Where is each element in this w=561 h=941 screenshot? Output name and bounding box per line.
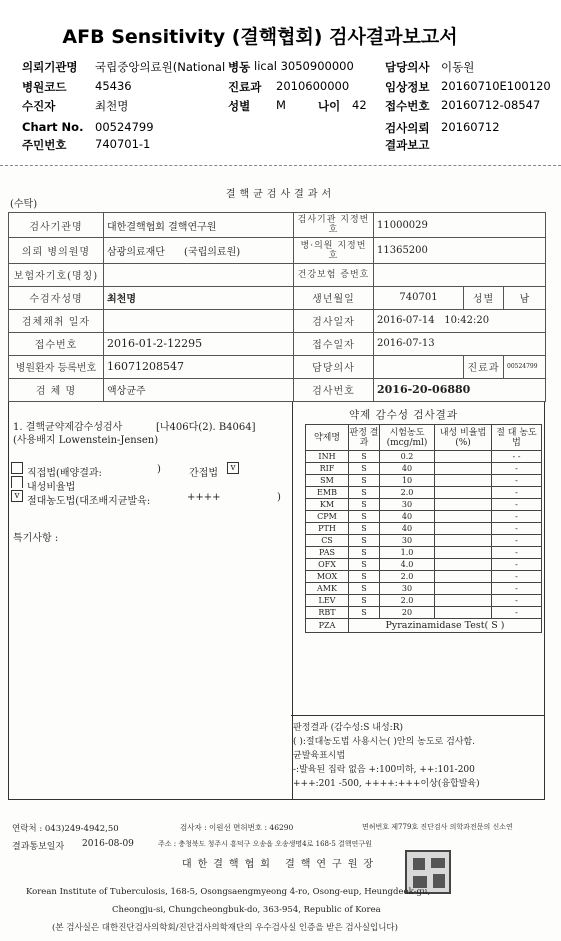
drug-concentration: 40 [380,523,435,535]
drug-row [306,511,542,523]
value-age: 42 [352,98,367,112]
insured-card-label: 건강보험 증번호 [294,263,374,286]
drug-resist-ratio [435,583,492,595]
req-code-label: 병·의원 지정번호 [294,238,374,263]
patient-name-label: 수검자성명 [9,286,104,309]
drug-concentration: 4.0 [380,559,435,571]
lab-label: 검사기관명 [9,213,104,238]
indirect-method-checkbox[interactable]: v [227,462,239,474]
sex-label: 성별 [464,286,504,309]
accession-label: 접수번호 [9,332,104,355]
drug-absolute: - [492,511,542,523]
test-time-value: 10:42:20 [444,315,490,327]
col-ratio: 내성 비율법(%) [435,425,492,451]
doctor-value [374,355,464,378]
drug-row [306,595,542,607]
req-hosp-value: 삼광의료재단 [107,247,165,259]
label-sex: 성별 [228,99,251,113]
drug-resist-ratio [435,487,492,499]
drug-resist-ratio [435,595,492,607]
resist-ratio-checkbox[interactable] [11,476,23,488]
col-drug: 약제명 [306,425,349,451]
dob-value: 740701 [374,286,464,309]
legend-line-1: 판정결과 (감수성:S 내성:R) [293,723,403,733]
drug-judgement: S [349,559,380,571]
drug-name: MOX [306,571,349,583]
drug-absolute: - [492,583,542,595]
report-title: AFB Sensitivity (결핵협회) 검사결과보고서 [62,26,458,48]
drug-judgement: S [349,547,380,559]
dept-label: 진료과 [464,355,504,378]
accession-value: 2016-01-2-12295 [104,332,294,355]
patient-name-value: 최천명 [104,286,294,309]
lab-value: 대한결핵협회 결핵연구원 [104,213,294,238]
footer-english-2: Cheongju-si, Chungcheongbuk-do, 363-954, Republic of Korea [112,905,381,915]
patient-info-table [8,212,546,402]
drug-row [306,535,542,547]
drug-judgement: S [349,487,380,499]
dept-value: 00524799 [504,355,546,378]
drug-absolute: - [492,595,542,607]
drug-absolute: - [492,475,542,487]
drug-resist-ratio [435,475,492,487]
drug-judgement: S [349,511,380,523]
insured-label: 보험자기호(명칭) [9,263,104,286]
method-medium: (사용배지 Lowenstein-Jensen) [13,435,159,446]
legend-line-5: +++:201 -500, ++++:+++이상(융합발육) [293,779,480,789]
specimen-value: 액상균주 [104,378,294,401]
drug-name: RBT [306,607,349,619]
value-institution: 국립중앙의료원(National [95,60,226,74]
drug-row [306,475,542,487]
drug-absolute: - [492,559,542,571]
label-clinical-info: 임상정보 [385,80,430,94]
insured-card-value [374,263,546,286]
drug-results-table [305,424,542,633]
drug-name: CS [306,535,349,547]
label-resident-no: 주민번호 [22,138,67,152]
legend-line-4: -:발육된 집락 없음 +:100미하, ++:101-200 [293,765,475,775]
direct-method-close: ) [157,464,161,475]
drug-judgement: S [349,499,380,511]
drug-absolute: - [492,607,542,619]
dob-label: 생년월일 [294,286,374,309]
col-conc: 시험농도 (mcg/ml) [380,425,435,451]
footer-english-1: Korean Institute of Tuberculosis, 168-5, Osongsaengmyeong 4-ro, Osong-eup, Heungdeok-gu, [26,887,431,897]
drug-concentration: 30 [380,499,435,511]
drug-concentration: 2.0 [380,487,435,499]
drug-absolute: - [492,535,542,547]
drug-name: AMK [306,583,349,595]
pza-value: Pyrazinamidase Test( S ) [349,619,542,633]
label-ward: 병동 [228,60,251,74]
value-sex: M [276,98,286,112]
drug-resist-ratio [435,523,492,535]
absolute-conc-growth: ++++ [187,492,221,503]
footer-contact: 연락처 : 043)249-4942,50 [12,824,119,834]
col-absolute: 절 대 농도법 [492,425,542,451]
lab-code-label: 검사기관 지정번호 [294,213,374,238]
drug-concentration: 30 [380,583,435,595]
reg-no-label: 병원환자 등록번호 [9,355,104,378]
value-resident-no: 740701-1 [95,137,151,151]
drug-concentration: 30 [380,535,435,547]
pza-label: PZA [306,619,349,633]
method-title: 1. 결핵균약제감수성검사 [13,422,123,433]
drug-row [306,583,542,595]
direct-method-checkbox[interactable] [11,462,23,474]
reg-no-value: 16071208547 [104,355,294,378]
drug-concentration: 40 [380,511,435,523]
specimen-label: 검 체 명 [9,378,104,401]
drug-judgement: S [349,523,380,535]
label-chart-no: Chart No. [22,120,84,134]
drug-absolute: - [492,463,542,475]
drug-name: LEV [306,595,349,607]
label-doctor: 담당의사 [385,60,430,74]
drug-name: KM [306,499,349,511]
drug-judgement: S [349,475,380,487]
resist-ratio-label: 내성비율법 [27,482,76,493]
drug-absolute: - [492,547,542,559]
indirect-method-label: 간접법 [189,468,218,479]
value-chart-no: 00524799 [95,120,154,134]
footer-notify-label: 결과통보일자 [12,842,65,852]
doctor-label: 담당의사 [294,355,374,378]
test-no-label: 검사번호 [294,378,374,401]
drug-name: CPM [306,511,349,523]
sex-value: 남 [504,286,546,309]
drug-judgement: S [349,451,380,463]
drug-name: EMB [306,487,349,499]
scan-top-divider [0,165,561,166]
footer-institute: 대한결핵협회 결핵연구원장 [181,859,380,870]
drug-judgement: S [349,595,380,607]
drug-resist-ratio [435,607,492,619]
drug-concentration: 40 [380,463,435,475]
insured-value [104,263,294,286]
label-department: 진료과 [228,80,262,94]
value-receipt-no: 20160712-08547 [441,98,541,112]
value-clinical-info: 20160710E100120 [441,79,551,93]
footer-examiner: 검사자 : 이원선 면허번호 : 46290 [180,823,294,832]
receipt-tag: (수탁) [10,199,38,210]
legend-box [291,715,545,800]
footer-address: 주소 : 충청북도 청주시 흥덕구 오송읍 오송생명4로 168-5 결핵연구원 [158,840,372,848]
drug-row [306,523,542,535]
req-code-value: 11365200 [374,238,546,263]
drug-name: PTH [306,523,349,535]
drug-resist-ratio [435,535,492,547]
drug-row [306,547,542,559]
value-hospital-code: 45436 [95,79,132,93]
drug-concentration: 0.2 [380,451,435,463]
drug-resist-ratio [435,547,492,559]
legend-line-3: 균발육표시법 [293,751,346,761]
drug-row [306,571,542,583]
drug-judgement: S [349,463,380,475]
direct-method-label: 직접법(배양결과: [27,468,102,479]
drug-row [306,499,542,511]
test-no-value: 2016-20-06880 [374,378,546,401]
receive-date-value: 2016-07-13 [374,332,546,355]
drug-row [306,607,542,619]
label-request-date: 검사의뢰 [385,121,430,135]
lab-code-value: 11000029 [374,213,546,238]
drug-resist-ratio [435,559,492,571]
value-request-date: 20160712 [441,120,500,134]
drug-name: OFX [306,559,349,571]
drug-name: SM [306,475,349,487]
drug-judgement: S [349,571,380,583]
drug-row [306,463,542,475]
absolute-conc-checkbox[interactable]: v [11,490,23,502]
label-age: 나이 [318,99,341,113]
footer-notify-date: 2016-08-09 [82,839,134,849]
label-result-report: 결과보고 [385,138,430,152]
collect-date-label: 검체채취 일자 [9,309,104,332]
notes-label: 특기사항 : [13,533,59,544]
drug-judgement: S [349,607,380,619]
value-patient: 최천명 [95,99,129,113]
legend-line-2: ( ):절대농도법 사용시는( )안의 농도로 검사함. [293,737,476,747]
footer-license: 면허번호 제779호 진단검사 의학과전문의 신소연 [362,823,513,831]
drug-judgement: S [349,535,380,547]
value-doctor: 이동원 [441,60,475,74]
drug-name: PAS [306,547,349,559]
drug-name: INH [306,451,349,463]
drug-resist-ratio [435,511,492,523]
footer-disclaimer: (본 검사실은 대한진단검사의학회/진단검사의학재단의 우수검사실 인증을 받은 검사실입니다) [52,923,398,933]
drug-concentration: 1.0 [380,547,435,559]
label-hospital-code: 병원코드 [22,80,67,94]
drug-absolute: - [492,499,542,511]
label-patient: 수진자 [22,99,56,113]
label-receipt-no: 접수번호 [385,99,430,113]
drug-resist-ratio [435,463,492,475]
col-judgement: 판정 결과 [349,425,380,451]
method-code: [나406다(2). B4064] [156,422,256,433]
drug-judgement: S [349,583,380,595]
drug-resist-ratio [435,499,492,511]
test-date-value: 2016-07-14 [377,315,435,327]
results-title: 약제 감수성 검사결과 [349,409,458,421]
drug-absolute: - [492,523,542,535]
drug-absolute: - - [492,451,542,463]
value-ward: lical 3050900000 [254,59,354,73]
drug-resist-ratio [435,451,492,463]
absolute-conc-label: 절대농도법(대조배지균발육: [27,496,151,507]
req-hosp-note: (국립의료원) [184,247,241,259]
collect-date-value [104,309,294,332]
drug-absolute: - [492,571,542,583]
receive-date-label: 접수일자 [294,332,374,355]
test-date-label: 검사일자 [294,309,374,332]
absolute-conc-close: ) [277,492,281,503]
form-title: 결핵균검사결과서 [225,189,336,200]
drug-concentration: 10 [380,475,435,487]
scanned-result-form [0,165,561,941]
drug-absolute: - [492,487,542,499]
value-department: 2010600000 [276,79,350,93]
drug-row [306,487,542,499]
label-institution: 의뢰기관명 [22,60,78,74]
drug-row [306,451,542,463]
drug-concentration: 2.0 [380,595,435,607]
req-hosp-label: 의뢰 병의원명 [9,238,104,263]
drug-resist-ratio [435,571,492,583]
drug-row [306,559,542,571]
drug-name: RIF [306,463,349,475]
drug-concentration: 20 [380,607,435,619]
drug-concentration: 2.0 [380,571,435,583]
